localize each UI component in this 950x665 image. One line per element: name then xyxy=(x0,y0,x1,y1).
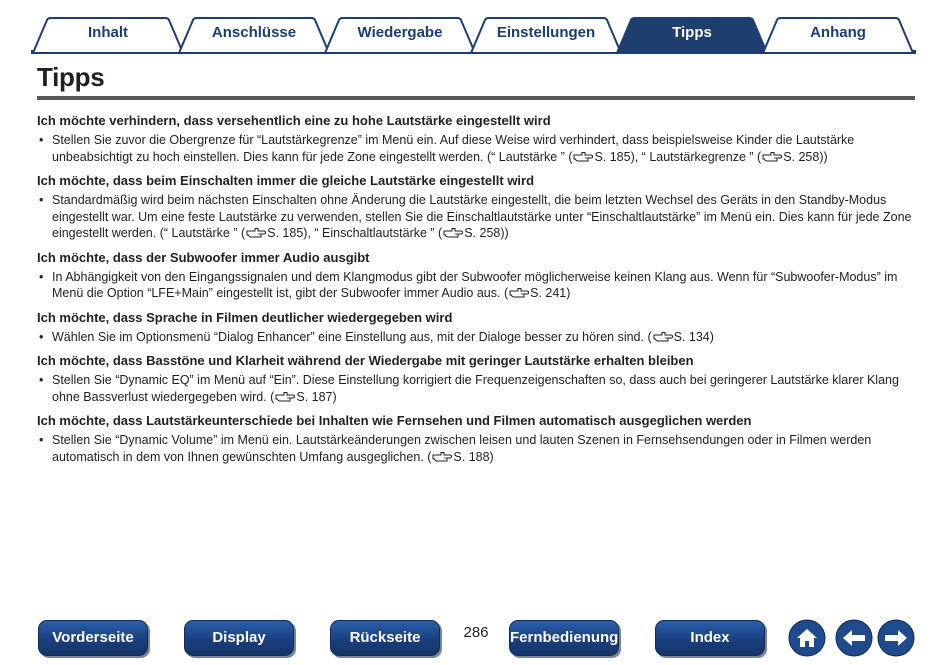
tip-text: Standardmäßig wird beim nächsten Einschalten ohne Änderung die Lautstärke eingestellt, die beim letzten Wechsel des Geräts in den Standby-Modus eingestellt war. Um eine feste Lautstärke zu verwenden, stellen Sie die Einschaltlautstärke unter “Einschaltlautstärke” im Menü ein. Dies kann für jede Zone eingestellt werden. (“ Lautstärke ” ( xyxy=(52,193,912,240)
page-reference-link[interactable]: S. 185 xyxy=(594,149,631,164)
tab-label: Wiedergabe xyxy=(357,24,443,41)
nav-button-fernbedienung[interactable]: Fernbedienung xyxy=(509,620,619,656)
pointing-hand-icon xyxy=(275,391,295,402)
tip-section xyxy=(37,309,917,346)
tab-anschluesse[interactable] xyxy=(179,17,329,53)
tip-bullet-item xyxy=(37,132,917,165)
tip-text: ), “ Lautstärkegrenze ” ( xyxy=(630,149,762,164)
tab-inhalt[interactable] xyxy=(33,17,183,53)
tip-section xyxy=(37,112,917,165)
home-button[interactable] xyxy=(788,619,826,657)
tab-anhang[interactable] xyxy=(763,17,913,53)
title-rule xyxy=(37,96,915,100)
tip-heading: Ich möchte, dass beim Einschalten immer die gleiche Lautstärke eingestellt wird xyxy=(37,173,535,188)
tab-label: Inhalt xyxy=(88,24,128,41)
tip-heading: Ich möchte, dass Sprache in Filmen deutlicher wiedergegeben wird xyxy=(37,309,453,325)
tip-text: In Abhängigkeit von den Eingangssignalen und dem Klangmodus gibt der Subwoofer möglicherweise keinen Klang aus. Wenn für “Subwoofer-Modus” im Menü die Option “LFE+Main” eingestellt ist, gibt der Subwoofer immer Audio aus. ( xyxy=(52,269,898,300)
tip-text: ), “ Einschaltlautstärke ” ( xyxy=(303,226,443,240)
pointing-hand-icon xyxy=(443,227,463,238)
pointing-hand-icon xyxy=(432,451,452,462)
nav-button-vorderseite[interactable]: Vorderseite xyxy=(38,620,148,656)
forward-button[interactable] xyxy=(877,619,915,657)
nav-button-display[interactable]: Display xyxy=(184,620,294,656)
page-reference-link[interactable]: S. 241 xyxy=(530,286,567,300)
tip-text: Stellen Sie zuvor die Obergrenze für “Lautstärkegrenze” im Menü ein. Auf diese Weise wird verhindert, dass beispielsweise Kinder die Lautstärke unbeabsichtigt zu hoch einstellen. Dies kann für jede Zone eingestellt werden. (“ Lautstärke ” ( xyxy=(52,133,855,164)
tip-heading: Ich möchte, dass Basstöne und Klarheit während der Wiedergabe mit geringer Lautstärke erhalten bleiben xyxy=(37,353,694,368)
tab-einstellungen[interactable] xyxy=(471,17,621,53)
tip-section xyxy=(37,352,917,405)
tip-text: )) xyxy=(500,226,509,240)
tab-label: Anschlüsse xyxy=(211,24,297,41)
page-reference-link[interactable]: S. 258 xyxy=(783,149,820,164)
tip-text: ) xyxy=(332,389,337,404)
tip-section xyxy=(37,249,917,302)
page-title: Tipps xyxy=(37,62,105,92)
tip-text: )) xyxy=(819,149,828,164)
tip-bullet-item xyxy=(37,372,917,405)
tip-text: Wählen Sie im Optionsmenü “Dialog Enhancer” eine Einstellung aus, mit der Dialoge besser zu hören sind. ( xyxy=(52,329,652,344)
bullet: • xyxy=(39,133,44,147)
arrow-left-icon xyxy=(835,619,873,657)
tip-text: ) xyxy=(566,286,571,300)
page-reference-link[interactable]: S. 185 xyxy=(267,226,304,240)
tip-text: Stellen Sie “Dynamic EQ” im Menü auf “Ein”. Diese Einstellung korrigiert die Frequenzeigenschaften so, dass auch bei geringerer Lautstärke klarer Klang ohne Bassverlust wiedergegeben wird. ( xyxy=(52,373,899,404)
page-reference-link[interactable]: S. 188 xyxy=(453,449,490,464)
tip-bullet-item xyxy=(37,192,917,242)
tip-section xyxy=(37,412,917,465)
tab-label: Anhang xyxy=(810,24,866,41)
tips-content xyxy=(37,112,917,472)
page-number: 286 xyxy=(463,624,489,641)
bullet: • xyxy=(39,329,44,344)
tip-bullet-item xyxy=(37,329,917,346)
tab-wiedergabe[interactable] xyxy=(325,17,475,53)
home-icon xyxy=(788,619,826,657)
arrow-right-icon xyxy=(877,619,915,657)
pointing-hand-icon xyxy=(653,331,673,342)
tab-label: Einstellungen xyxy=(496,24,596,41)
tab-tipps[interactable] xyxy=(617,17,767,53)
tip-bullet-item xyxy=(37,432,917,465)
page-reference-link[interactable]: S. 187 xyxy=(296,389,333,404)
tip-text: ) xyxy=(709,329,714,344)
pointing-hand-icon xyxy=(762,151,782,162)
bullet: • xyxy=(39,373,44,387)
tip-heading: Ich möchte, dass Lautstärkeunterschiede bei Inhalten wie Fernsehen und Filmen automatisch ausgeglichen werden xyxy=(37,413,752,428)
tip-section xyxy=(37,172,917,242)
nav-button-index[interactable]: Index xyxy=(655,620,765,656)
tip-text: Stellen Sie “Dynamic Volume” im Menü ein. Lautstärkeänderungen zwischen leisen und lauten Szenen in Fernsehsendungen oder in Filmen werden automatisch in dem von Ihnen gewünschten Umfang ausgeglichen. ( xyxy=(52,433,872,464)
tip-heading: Ich möchte verhindern, dass versehentlich eine zu hohe Lautstärke eingestellt wird xyxy=(37,113,551,128)
back-button[interactable] xyxy=(835,619,873,657)
pointing-hand-icon xyxy=(573,151,593,162)
tab-bar xyxy=(0,0,950,56)
bullet: • xyxy=(39,433,44,447)
bullet: • xyxy=(39,193,44,207)
tip-bullet-item xyxy=(37,269,917,302)
tip-text: ) xyxy=(489,449,494,464)
tip-heading: Ich möchte, dass der Subwoofer immer Audio ausgibt xyxy=(37,249,370,265)
bullet: • xyxy=(39,269,44,284)
pointing-hand-icon xyxy=(246,227,266,238)
page-reference-link[interactable]: S. 134 xyxy=(673,329,710,344)
page-reference-link[interactable]: S. 258 xyxy=(464,226,501,240)
pointing-hand-icon xyxy=(509,287,529,298)
tab-label: Tipps xyxy=(672,24,712,41)
nav-button-rueckseite[interactable]: Rückseite xyxy=(330,620,440,656)
